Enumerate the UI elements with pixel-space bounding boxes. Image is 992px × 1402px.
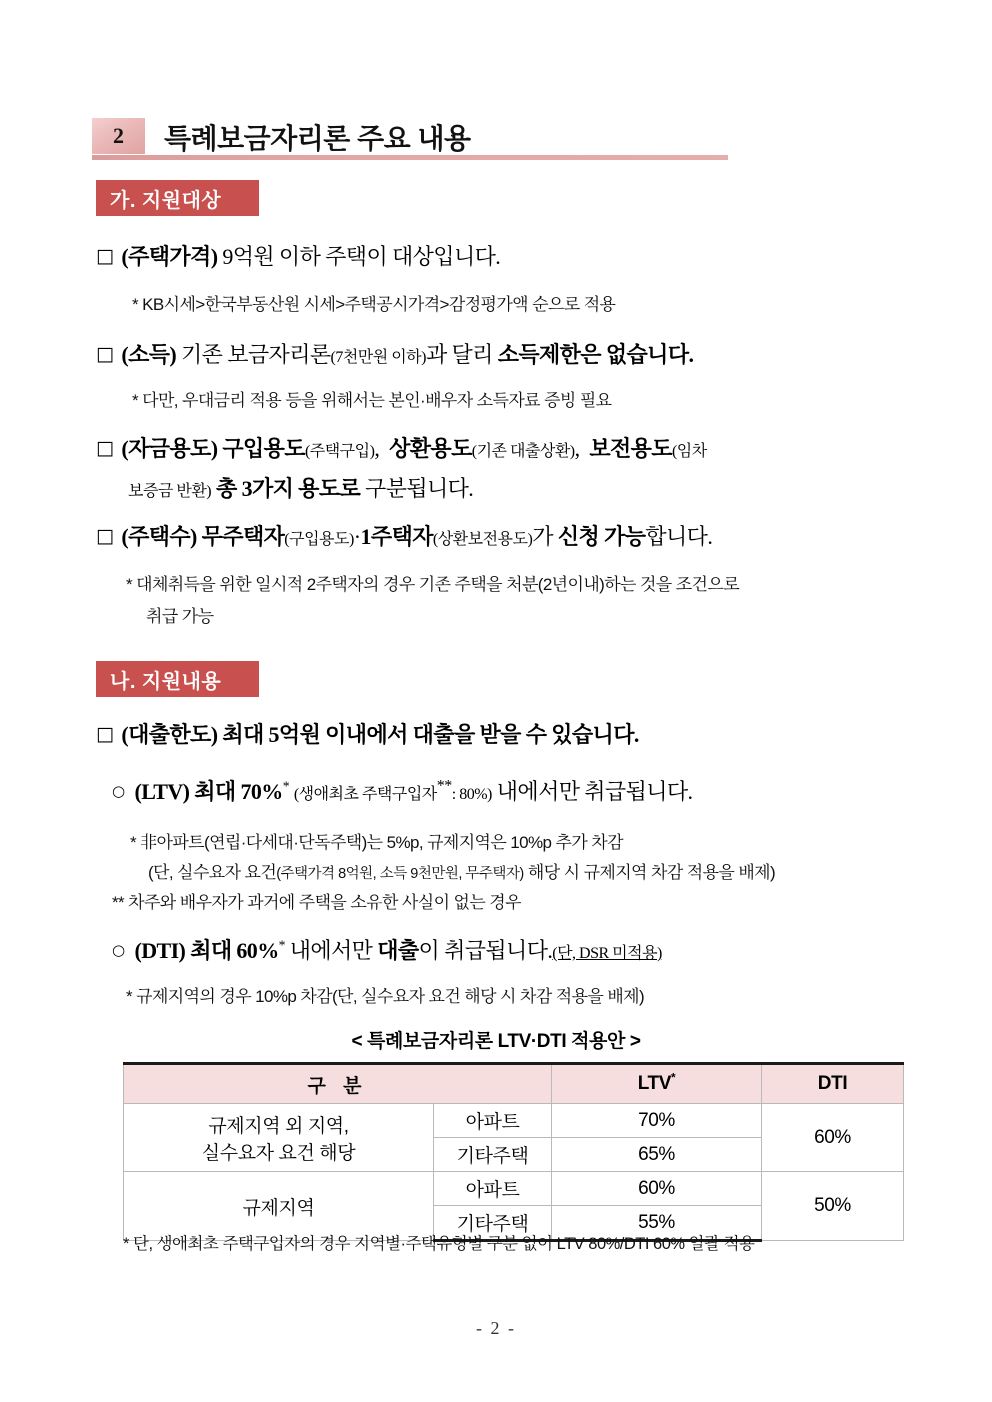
ltv-lead-label: (LTV) <box>134 779 190 804</box>
note-house-count-line1: * 대체취득을 위한 일시적 2주택자의 경우 기존 주택을 처분(2년이내)하는 것을 조건으로 <box>126 575 740 594</box>
table-cell-ltv: 60% <box>552 1172 762 1206</box>
purpose-buy-label: 구입용도 <box>222 436 305 461</box>
note-ltv-line2-paren: (주택가격 8억원, 소득 9천만원, 무주택자) <box>276 866 524 882</box>
table-cell-type: 아파트 <box>434 1104 552 1138</box>
middot-separator: · <box>353 524 361 549</box>
apply-possible-tail: 합니다. <box>645 524 713 549</box>
note-ltv-line2 <box>148 858 775 883</box>
table-header-gubun: 구 분 <box>124 1064 552 1104</box>
table-cell-dti: 60% <box>762 1104 904 1172</box>
purpose-reserve-paren-cont: 보증금 반환) <box>128 483 212 500</box>
bullet-body-text: 최대 5억원 이내에서 대출을 받을 수 있습니다. <box>222 722 639 747</box>
note-income: * 다만, 우대금리 적용 등을 위해서는 본인·배우자 소득자료 증빙 필요 <box>132 391 612 410</box>
table-header-row <box>124 1064 904 1104</box>
square-bullet-icon: □ <box>96 245 114 267</box>
bullet-fund-purpose-line2 <box>128 472 473 503</box>
section-number-box: 2 <box>92 118 145 154</box>
note-ltv-line2-b: 해당 시 규제지역 차감 적용을 배제) <box>523 863 776 882</box>
table-footnote: * 단, 생애최초 주택구입자의 경우 지역별·주택유형별 구분 없이 LTV 80%/DTI 60% 일괄 적용 <box>123 1235 755 1253</box>
table-row <box>124 1104 904 1138</box>
section-title-row <box>92 118 732 160</box>
table-cell-group-1 <box>124 1104 434 1172</box>
table-cell-dti: 50% <box>762 1172 904 1241</box>
table-body <box>124 1104 904 1241</box>
table-header-ltv: LTV* <box>552 1064 762 1104</box>
bullet-body-text: 9억원 이하 주택이 대상입니다. <box>222 244 501 269</box>
table-cell-ltv: 55% <box>552 1206 762 1241</box>
bullet-lead-label: (대출한도) <box>121 722 218 747</box>
square-bullet-icon: □ <box>96 723 114 745</box>
bullet-housing-price <box>96 240 500 271</box>
note-ltv-line2-a: (단, 실수요자 요건 <box>148 863 277 882</box>
table-header <box>124 1064 904 1104</box>
table-caption: < 특례보금자리론 LTV·DTI 적용안 > <box>351 1031 641 1052</box>
bullet-lead-label: (자금용도) <box>121 436 218 461</box>
dti-superscript-marker: * <box>278 937 285 953</box>
table-header-ltv-superscript: * <box>671 1071 676 1085</box>
page-title: 특례보금자리론 주요 내용 <box>164 123 471 154</box>
dti-lead-label: (DTI) <box>134 938 186 963</box>
purpose-buy-paren: (주택구입) <box>304 443 375 460</box>
purpose-reserve-label: 보전용도 <box>589 436 672 461</box>
note-ltv-line3: ** 차주와 배우자가 과거에 주택을 소유한 사실이 없는 경우 <box>112 893 521 912</box>
note-house-count-line2: 취급 가능 <box>146 607 214 626</box>
table-cell-type: 아파트 <box>434 1172 552 1206</box>
bullet-mid2-text: 과 달리 <box>425 342 493 367</box>
table-cell-type: 기타주택 <box>434 1206 552 1241</box>
bullet-bold-tail: 소득제한은 없습니다. <box>497 342 694 367</box>
dti-mid2-text: 이 취급됩니다. <box>418 938 553 963</box>
purpose-repay-label: 상환용도 <box>389 436 472 461</box>
apply-possible-label: 신청 가능 <box>557 524 646 549</box>
bullet-fund-purpose-line1: □ (자금용도) 구입용도(주택구입), 상환용도(기존 대출상환), 보전용도(임차 <box>96 436 707 461</box>
title-underline-rule <box>92 155 728 160</box>
dti-loan-label: 대출 <box>377 938 419 963</box>
group2-line1: 규제지역 <box>242 1197 315 1219</box>
note-dti-line1: * 규제지역의 경우 10%p 차감(단, 실수요자 요건 해당 시 차감 적용을 배제) <box>126 987 645 1006</box>
bullet-paren-text: (7천만원 이하) <box>330 349 426 366</box>
circle-bullet-icon: ○ <box>112 941 125 959</box>
section-badge-support-target: 가. 지원대상 <box>96 180 259 216</box>
circle-bullet-icon: ○ <box>112 782 125 800</box>
ltv-first-buyer-paren-a: (생애최초 주택구입자 <box>293 786 437 803</box>
section-badge-support-content: 나. 지원내용 <box>96 661 259 697</box>
square-bullet-icon: □ <box>96 437 114 459</box>
table-header-dti: DTI <box>762 1064 904 1104</box>
ltv-tail-text: 내에서만 취급됩니다. <box>496 779 693 804</box>
note-housing-price: * KB시세>한국부동산원 시세>주택공시가격>감정평가액 순으로 적용 <box>132 295 616 314</box>
dti-max-value: 최대 60% <box>190 938 279 963</box>
no-house-label: 무주택자 <box>201 524 285 549</box>
table-row <box>124 1172 904 1206</box>
one-house-paren: (상환보전용도) <box>432 531 533 548</box>
note-ltv-line1: * 非아파트(연립·다세대·단독주택)는 5%p, 규제지역은 10%p 추가 차감 <box>130 833 623 852</box>
ltv-superscript-marker: * <box>282 778 289 794</box>
table-cell-type: 기타주택 <box>434 1138 552 1172</box>
table-cell-ltv: 70% <box>552 1104 762 1138</box>
bullet-income <box>96 338 693 369</box>
ltv-max-value: 최대 70% <box>194 779 283 804</box>
bullet-lead-label: (주택가격) <box>121 244 218 269</box>
page-number: - 2 - <box>476 1318 516 1338</box>
purpose-count-label: 총 3가지 용도로 <box>216 476 361 501</box>
one-house-tail: 가 <box>532 524 553 549</box>
ltv-first-buyer-superscript: ** <box>436 777 452 795</box>
dti-mid-text: 내에서만 <box>289 938 373 963</box>
ltv-first-buyer-paren-b: : 80%) <box>451 786 492 803</box>
bullet-ltv <box>112 775 692 806</box>
group1-line1: 규제지역 외 지역, <box>208 1115 349 1137</box>
ltv-dti-table <box>123 1062 904 1242</box>
table-cell-ltv: 65% <box>552 1138 762 1172</box>
bullet-lead-label: (주택수) <box>121 524 197 549</box>
bullet-lead-label: (소득) <box>121 342 177 367</box>
no-house-paren: (구입용도) <box>284 531 354 548</box>
purpose-tail-text: 구분됩니다. <box>365 476 474 501</box>
bullet-mid-text: 기존 보금자리론 <box>181 342 331 367</box>
bullet-house-count <box>96 520 712 551</box>
square-bullet-icon: □ <box>96 343 114 365</box>
dti-dsr-note: (단, DSR 미적용) <box>552 945 662 962</box>
bullet-dti <box>112 934 662 965</box>
square-bullet-icon: □ <box>96 525 114 547</box>
one-house-label: 1주택자 <box>360 524 433 549</box>
group1-line2: 실수요자 요건 해당 <box>201 1142 356 1164</box>
purpose-reserve-paren: (임차 <box>671 443 707 460</box>
bullet-loan-limit <box>96 718 639 749</box>
purpose-repay-paren: (기존 대출상환) <box>471 443 575 460</box>
